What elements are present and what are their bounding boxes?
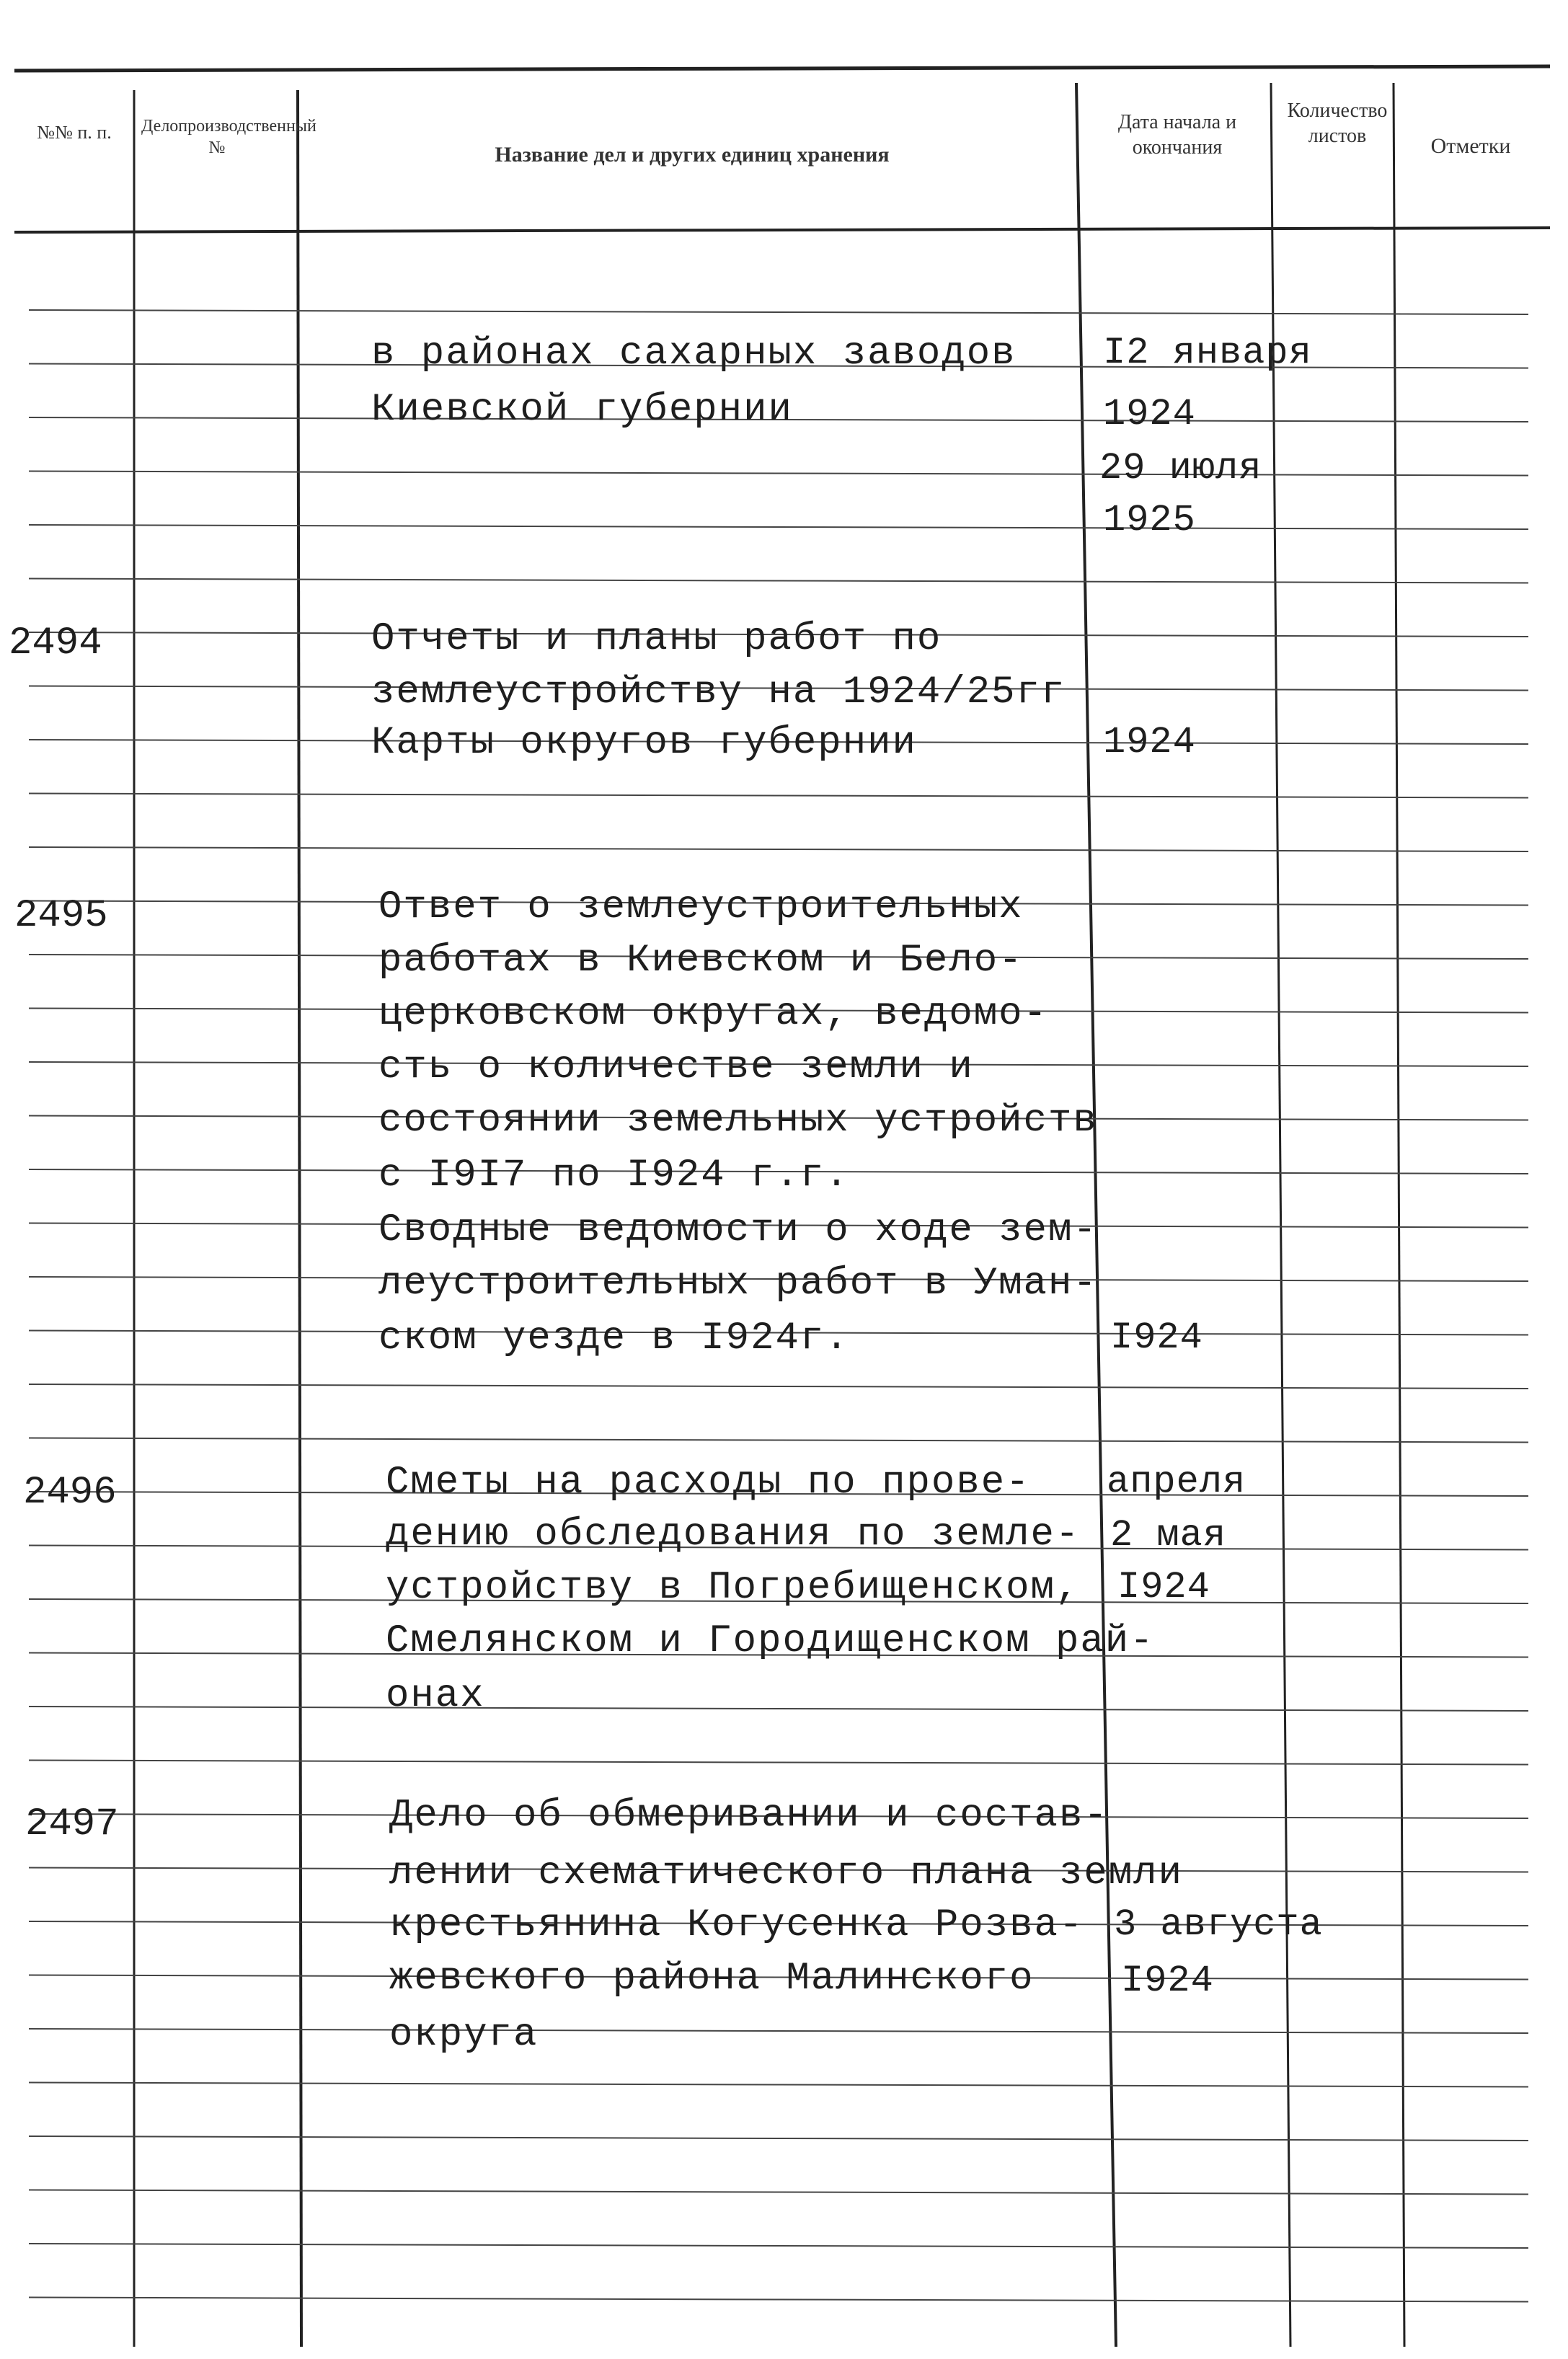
ruling-line (29, 2029, 1528, 2033)
entry-date-line: 3 августа (1114, 1903, 1323, 1946)
entry-title-line: жевского района Малинского (389, 1957, 1035, 2001)
entry-title-line: Дело об обмеривании и состав- (389, 1794, 1109, 1838)
ruling-line (29, 1761, 1528, 1765)
header-col-title: Название дел и других единиц хранения (495, 143, 890, 167)
entry-title-line: лении схематического плана земли (389, 1851, 1183, 1895)
entry-date-line: I924 (1121, 1960, 1214, 2002)
entry-title-line: ском уезде в I924г. (378, 1316, 850, 1360)
entry-title-line: Карты округов губернии (371, 721, 917, 765)
entry-title-line: крестьянина Когусенка Розва- (389, 1903, 1084, 1947)
entry-date-line: 1925 (1103, 499, 1196, 541)
entry-title-line: церковском округах, ведомо- (378, 992, 1048, 1036)
header-col-dates: Дата начала и окончания (1117, 111, 1237, 159)
entry-title-line: Ответ о землеустроительных (378, 885, 1024, 929)
entry-title-line: землеустройству на 1924/25гг (371, 670, 1066, 714)
entry-title-line: Смелянском и Городищенском рай- (386, 1619, 1155, 1663)
entry-date-line: апреля (1107, 1461, 1246, 1503)
entry-title-line: леустроительных работ в Уман- (378, 1262, 1098, 1306)
ruling-line (29, 579, 1528, 583)
entry-date-line: I924 (1110, 1316, 1203, 1359)
entry-title-line: состоянии земельных устройств (378, 1099, 1098, 1143)
ruling-line (29, 472, 1528, 476)
ruling-line (29, 1707, 1528, 1711)
ruling-line (29, 2083, 1528, 2087)
ruling-line (29, 2244, 1528, 2248)
header-col-office-number: Делопроизводственный № (141, 117, 316, 157)
entry-date-line: 1924 (1103, 393, 1196, 435)
ruling-line (29, 1384, 1528, 1389)
entry-title-line: онах (386, 1674, 485, 1718)
ruling-line (29, 310, 1528, 314)
entry-date-line: I2 января (1103, 332, 1312, 374)
entry-title-line: с I9I7 по I924 г.г. (378, 1154, 850, 1198)
entry-title-line: Киевской губернии (371, 388, 793, 432)
entry-title-line: в районах сахарных заводов (371, 332, 1016, 376)
entry-number: 2495 (14, 894, 108, 938)
entry-title-line: Сметы на расходы по прове- (386, 1461, 1031, 1505)
entry-title-line: устройству в Погребищенском, (386, 1566, 1081, 1610)
entry-number: 2494 (9, 621, 102, 665)
entry-date-line: I924 (1117, 1566, 1210, 1608)
ruling-line (29, 794, 1528, 798)
entry-title-line: Отчеты и планы работ по (371, 617, 942, 661)
ruling-line (29, 2136, 1528, 2141)
ruling-line (29, 2298, 1528, 2302)
ruling-line (29, 525, 1528, 529)
ruling-line (29, 847, 1528, 851)
entry-title-line: работах в Киевском и Бело- (378, 939, 1024, 983)
ruling-line (29, 1438, 1528, 1443)
entry-date-line: 2 мая (1110, 1514, 1227, 1557)
entry-number: 2497 (25, 1802, 119, 1846)
entry-number: 2496 (23, 1471, 117, 1515)
header-col-sheets: Количество листов (1287, 99, 1388, 147)
entry-date-line: 29 июля (1099, 447, 1262, 490)
entry-date-line: 1924 (1103, 721, 1196, 764)
ruling-line (29, 2190, 1528, 2195)
header-col-notes: Отметки (1430, 134, 1511, 158)
entry-title-line: дению обследования по земле- (386, 1513, 1081, 1557)
entry-title-line: Сводные ведомости о ходе зем- (378, 1208, 1098, 1252)
entry-title-line: сть о количестве земли и (378, 1045, 974, 1089)
entry-title-line: округа (389, 2013, 539, 2057)
header-col-number: №№ п. п. (37, 122, 112, 143)
